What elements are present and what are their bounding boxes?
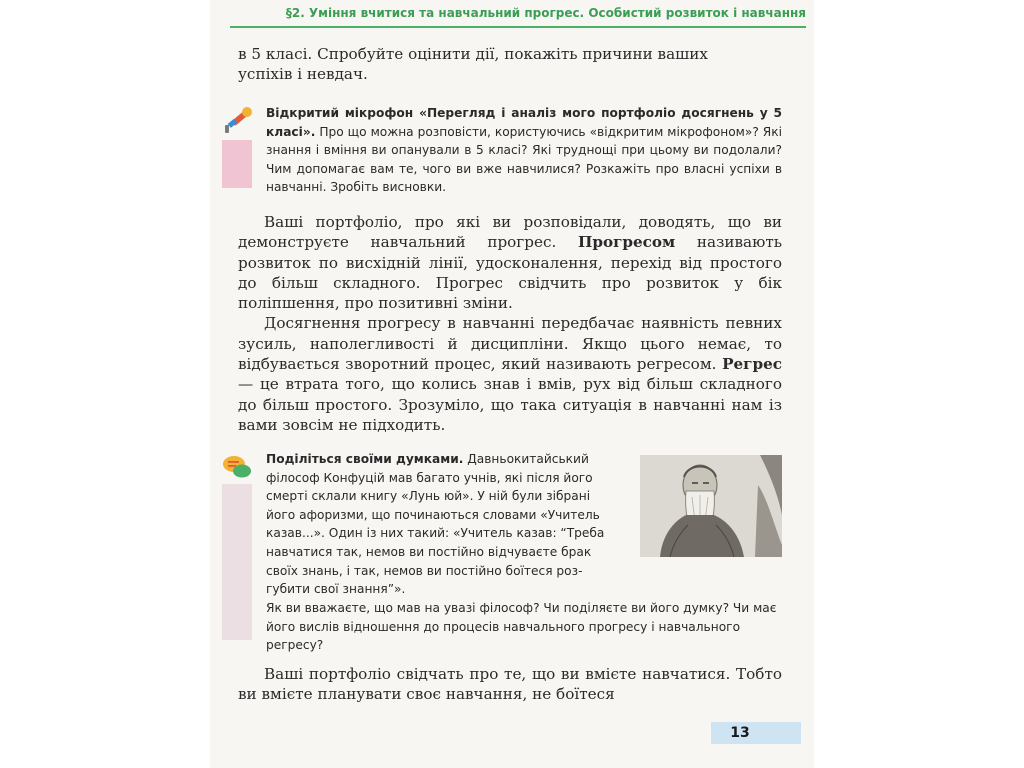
share-callout [266, 450, 636, 599]
share-question [266, 599, 782, 655]
page-number-tab [711, 722, 801, 744]
intro-line-1: в 5 класі. Спробуйте оцінити дії, покажіть причини ваших [238, 45, 708, 63]
closing-text [238, 664, 782, 705]
share-line-2: філософ Конфуцій мав багато учнів, які після його [266, 470, 593, 485]
textbook-page [210, 0, 814, 768]
regress-text-a: Досягнення прогресу в навчанні передбачає наявність певних зусиль, наполегливості й дисципліни. Якщо цього немає, то відбувається зворотний процес, який називають регресом. [238, 314, 782, 374]
share-line-6: навчатися так, немов ви постійно відчуваєте брак [266, 544, 592, 559]
progress-term: Прогресом [577, 233, 676, 252]
open-mic-title: Відкритий мікрофон «Перегляд і аналіз мого портфоліо досягнень у 5 класі». [266, 106, 782, 139]
intro-text [238, 44, 782, 85]
regress-text-b: — це втрата того, що колись знав і вмів, рух від більш складного до більш простого. Зрозуміло, що така ситуація в навчанні нам із вами зовсім не підходить. [238, 375, 782, 434]
share-line-7: своїх знань, і так, немов ви постійно боїтеся роз- [266, 563, 583, 578]
closing-paragraph: Ваші портфоліо свідчать про те, що ви вмієте навчатися. Тобто ви вмієте планувати своє навчання, не боїтеся [238, 665, 782, 704]
open-mic-callout [266, 104, 782, 197]
paragraph-regress [238, 313, 782, 435]
microphone-icon [222, 105, 256, 135]
share-line-1: Давньокитайський [467, 452, 589, 466]
chat-bubbles-icon [222, 454, 252, 480]
open-mic-text: Про що можна розповісти, користуючись «відкритим мікрофоном»? Які знання і вміння ви опанували в 5 класі? Які труднощі при цьому ви подолали? Чим допомагає вам те, чого ви вже навчилися? Розкажіть про власні успіхи в навчанні. Зробіть висновки. [266, 124, 782, 195]
paragraph-progress [238, 212, 782, 313]
share-title: Поділіться своїми думками. [266, 452, 464, 466]
confucius-portrait [640, 455, 782, 557]
share-line-8: губити свої знання”». [266, 582, 406, 597]
page-number: 13 [730, 725, 750, 741]
side-bar-gray [222, 484, 252, 640]
share-question-text: Як ви вважаєте, що мав на увазі філософ? Чи поділяєте ви його думку? Чи має його вислів відношення до процесів навчального прогресу і навчального регресу? [266, 601, 777, 653]
share-line-5: казав...». Один із них такий: «Учитель казав: “Треба [266, 526, 605, 541]
pink-side-bar [222, 140, 252, 188]
share-line-3: смерті склали книгу «Лунь юй». У ній були зібрані [266, 489, 591, 504]
progress-text-b: називають розвиток по висхідній лінії, удосконалення, перехід від простого до більш складного. Прогрес свідчить про розвиток у бік поліпшення, про позитивні зміни. [238, 233, 783, 313]
progress-text-a: Ваші портфоліо, про які ви розповідали, доводять, що ви демонструєте навчальний прогрес. [238, 213, 782, 252]
intro-line-2: успіхів і невдач. [238, 65, 368, 84]
share-line-4: його афоризми, що починаються словами «Учитель [266, 507, 600, 522]
running-header: §2. Уміння вчитися та навчальний прогрес. Особистий розвиток і навчання [285, 6, 806, 20]
header-rule [230, 26, 806, 28]
main-text [238, 212, 782, 435]
regress-term: Регрес [722, 355, 783, 374]
